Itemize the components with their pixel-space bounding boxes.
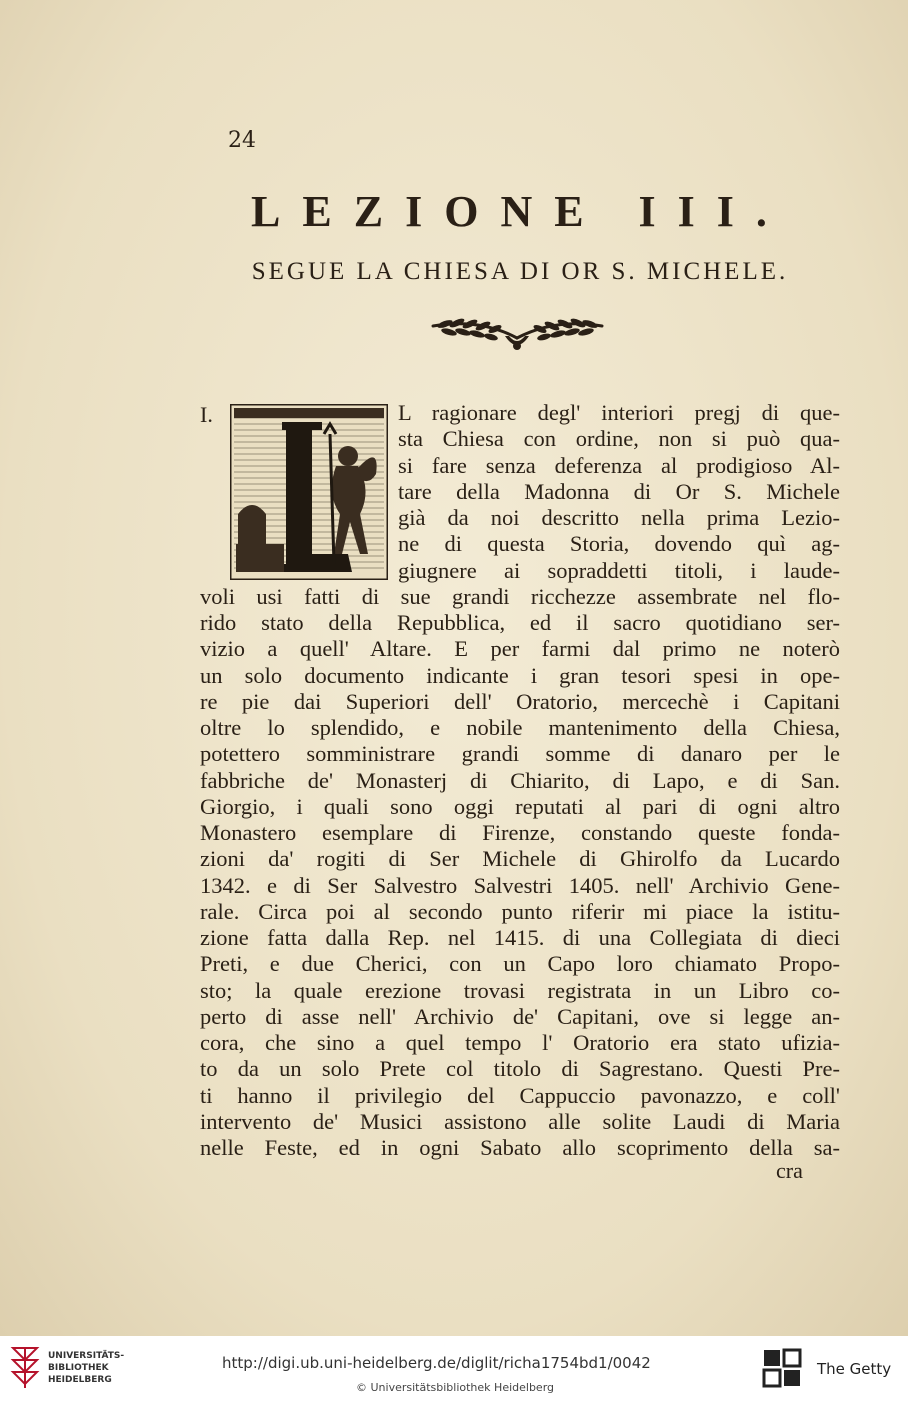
text-line: voli usi fatti di sue grandi ricchezze assembrate nel flo- [200, 583, 840, 609]
university-library-logo-icon[interactable] [10, 1346, 40, 1390]
text-line: si fare senza deferenza al prodigioso Al- [398, 452, 840, 478]
text-line: rale. Circa poi al secondo punto riferir mi piace la istitu- [200, 898, 840, 924]
text-line: già da noi descritto nella prima Lezio- [398, 505, 840, 530]
page-subheading: SEGUE LA CHIESA DI OR S. MICHELE. [251, 258, 789, 285]
text-line: ne di questa Storia, dovendo quì ag- [398, 531, 840, 557]
text-line: zione fatta dalla Rep. nel 1415. di una Collegiata di dieci [200, 925, 840, 950]
text-line: Monastero esemplare di Firenze, constando queste fonda- [200, 820, 840, 845]
institution-line: UNIVERSITÄTS- [48, 1351, 125, 1361]
permalink-url[interactable]: http://digi.ub.uni-heidelberg.de/diglit/richa1754bd1/0042 [222, 1354, 651, 1372]
page-heading: LEZIONE III. [251, 187, 789, 236]
institution-line: BIBLIOTHEK [48, 1363, 109, 1373]
institution-line: HEIDELBERG [48, 1375, 112, 1385]
text-line: sto; la quale erezione trovasi registrata in un Libro co- [200, 977, 840, 1003]
text-line: tare della Madonna di Or S. Michele [398, 478, 840, 504]
text-line: 1342. e di Ser Salvestro Salvestri 1405. nell' Archivio Gene- [200, 872, 840, 898]
university-library-name [48, 1350, 124, 1386]
page-number: 24 [228, 128, 256, 153]
text-line: re pie dai Superiori dell' Oratorio, mercechè i Capitani [200, 688, 840, 714]
text-line: nelle Feste, ed in ogni Sabato allo scoprimento della sa- [200, 1135, 840, 1160]
text-line: Preti, e due Cherici, con un Capo loro chiamato Propo- [200, 951, 840, 977]
text-line: ti hanno il privilegio del Cappuccio pavonazzo, e coll' [200, 1082, 840, 1108]
text-line: giugnere ai sopraddetti titoli, i laude- [398, 557, 840, 583]
decorated-initial-icon [230, 404, 388, 580]
text-line: Giorgio, i quali sono oggi reputati al pari di ogni altro [200, 793, 840, 819]
text-line: perto di asse nell' Archivio de' Capitani, ove si legge an- [200, 1003, 840, 1029]
text-line: rido stato della Repubblica, ed il sacro quotidiano ser- [200, 610, 840, 635]
text-line: zioni da' rogiti di Ser Michele di Ghirolfo da Lucardo [200, 846, 840, 872]
text-line: sta Chiesa con ordine, non si può qua- [398, 426, 840, 452]
text-line: L ragionare degl' interiori pregj di que- [398, 400, 840, 425]
laurel-ornament-icon [425, 312, 610, 358]
text-line: to da un solo Prete col titolo di Sagrestano. Questi Pre- [200, 1056, 840, 1082]
section-number: I. [200, 402, 213, 427]
viewer-footer [0, 1336, 908, 1404]
text-line: oltre lo splendido, e nobile mantenimento della Chiesa, [200, 715, 840, 740]
text-line: cora, che sino a quel tempo l' Oratorio era stato ufizia- [200, 1030, 840, 1055]
text-line: intervento de' Musici assistono alle solite Laudi di Maria [200, 1108, 840, 1134]
text-line: vizio a quell' Altare. E per farmi dal primo ne noterò [200, 636, 840, 662]
getty-logo-icon[interactable] [762, 1348, 802, 1392]
copyright-notice: © Universitätsbibliothek Heidelberg [356, 1381, 555, 1394]
text-line: un solo documento indicante i gran tesori spesi in ope- [200, 662, 840, 688]
partner-name: The Getty [817, 1360, 892, 1378]
text-line: fabbriche de' Monasterj di Chiarito, di Lapo, e di San. [200, 767, 840, 793]
catchword: cra [776, 1158, 803, 1183]
text-line: potettero somministrare grandi somme di danaro per le [200, 741, 840, 767]
